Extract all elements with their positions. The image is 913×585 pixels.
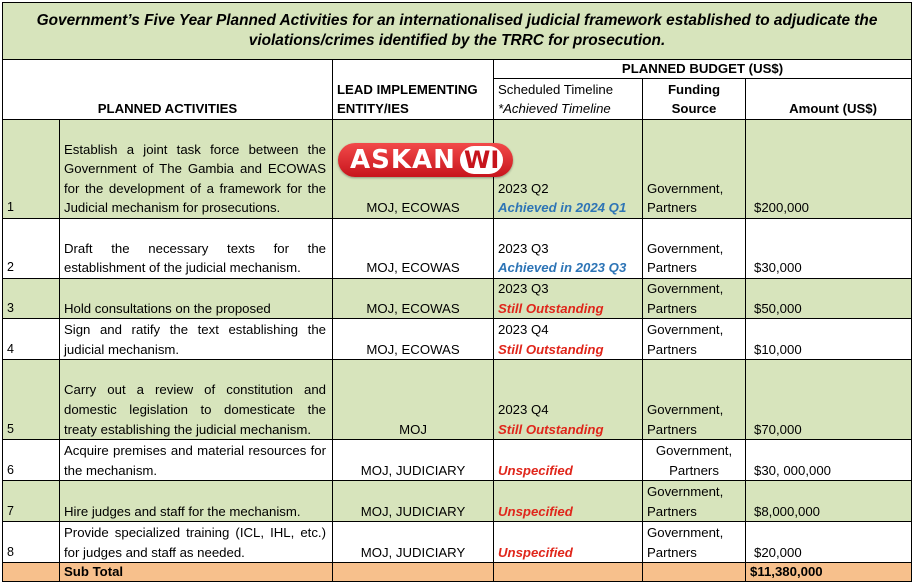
row-number: 1 [3,120,60,219]
achieved-status: Unspecified [498,462,573,478]
table-title: Government’s Five Year Planned Activities for an internationalised judicial framework established to adjudicate the violations/crimes identified by the TRRC for prosecution. [3,3,912,60]
amount-cell: $8,000,000 [746,481,912,522]
amount-cell: $30, 000,000 [746,440,912,481]
table-row [3,360,912,440]
achieved-status: Achieved in 2024 Q1 [498,200,627,216]
header-lead-entity: LEAD IMPLEMENTING ENTITY/IES [333,60,494,120]
amount-cell: $70,000 [746,360,912,440]
amount-cell: $50,000 [746,279,912,319]
lead-entity-cell: MOJ, ECOWAS [333,319,494,360]
timeline-cell [494,481,643,522]
askanwi-watermark-logo [338,142,498,178]
funding-source-cell: Government, Partners [643,360,746,440]
header-funding-source: Funding Source [643,79,746,120]
subtotal-empty-cell [333,563,494,582]
funding-source-cell: Government, Partners [643,219,746,279]
header-timeline [494,79,643,120]
header-timeline-achieved: *Achieved Timeline [498,101,611,117]
table-body [3,120,912,563]
subtotal-amount: $11,380,000 [746,563,912,582]
document [2,2,911,582]
achieved-status: Unspecified [498,503,573,519]
table-row [3,279,912,319]
timeline-cell [494,440,643,481]
activity-cell: Establish a joint task force between the Government of The Gambia and ECOWAS for the development of a framework for the Judicial mechanism for prosecutions. [60,120,333,219]
activity-cell: Provide specialized training (ICL, IHL, etc.) for judges and staff as needed. [60,522,333,563]
header-planned-budget: PLANNED BUDGET (US$) [494,60,912,79]
amount-cell: $30,000 [746,219,912,279]
lead-entity-cell: MOJ [333,360,494,440]
header-planned-activities: PLANNED ACTIVITIES [3,60,333,120]
table-row [3,319,912,360]
timeline-cell [494,522,643,563]
lead-entity-cell: MOJ, ECOWAS [333,219,494,279]
lead-entity-cell: MOJ, JUDICIARY [333,522,494,563]
timeline-cell [494,120,643,219]
scheduled-timeline: 2023 Q2 [498,180,549,196]
planned-activities-table [2,2,912,582]
funding-source-cell: Government, Partners [643,120,746,219]
activity-cell: Draft the necessary texts for the establishment of the judicial mechanism. [60,219,333,279]
lead-entity-cell: MOJ, JUDICIARY [333,440,494,481]
scheduled-timeline: 2023 Q4 [498,402,549,417]
activity-cell: Acquire premises and material resources for the mechanism. [60,440,333,481]
achieved-status: Still Outstanding [498,341,604,357]
header-row-1 [3,60,912,79]
timeline-cell [494,319,643,360]
lead-entity-cell: MOJ, ECOWAS [333,120,494,219]
amount-cell: $10,000 [746,319,912,360]
subtotal-row [3,563,912,582]
funding-source-cell: Government, Partners [643,481,746,522]
activity-cell: Hold consultations on the proposed [60,279,333,319]
activity-cell: Carry out a review of constitution and domestic legislation to domesticate the treaty establishing the judicial mechanism. [60,360,333,440]
timeline-cell [494,360,643,440]
row-number: 2 [3,219,60,279]
activity-cell: Sign and ratify the text establishing the judicial mechanism. [60,319,333,360]
table-row [3,522,912,563]
row-number: 6 [3,440,60,481]
row-number: 5 [3,360,60,440]
row-number: 3 [3,279,60,319]
table-row [3,481,912,522]
timeline-cell [494,279,643,319]
lead-entity-cell: MOJ, ECOWAS [333,279,494,319]
scheduled-timeline: 2023 Q3 [498,281,549,296]
subtotal-num-cell [3,563,60,582]
funding-source-cell: Government, Partners [643,440,746,481]
table-row [3,219,912,279]
amount-cell: $20,000 [746,522,912,563]
scheduled-timeline: 2023 Q3 [498,240,549,256]
funding-source-cell: Government, Partners [643,522,746,563]
title-row [3,3,912,60]
subtotal-empty-cell [494,563,643,582]
subtotal-empty-cell [643,563,746,582]
achieved-status: Achieved in 2023 Q3 [498,260,627,276]
table-row [3,440,912,481]
achieved-status: Unspecified [498,544,573,560]
timeline-cell [494,219,643,279]
header-amount: Amount (US$) [746,79,912,120]
row-number: 8 [3,522,60,563]
lead-entity-cell: MOJ, JUDICIARY [333,481,494,522]
logo-text-part2: WI [460,146,503,174]
header-timeline-scheduled: Scheduled Timeline [498,81,614,97]
subtotal-label: Sub Total [60,563,333,582]
row-number: 7 [3,481,60,522]
activity-cell: Hire judges and staff for the mechanism. [60,481,333,522]
row-number: 4 [3,319,60,360]
funding-source-cell: Government, Partners [643,319,746,360]
achieved-status: Still Outstanding [498,421,604,437]
scheduled-timeline: 2023 Q4 [498,322,549,337]
amount-cell: $200,000 [746,120,912,219]
funding-source-cell: Government, Partners [643,279,746,319]
achieved-status: Still Outstanding [498,300,604,316]
logo-text-part1: ASKAN [350,145,456,175]
logo-badge [338,143,513,177]
